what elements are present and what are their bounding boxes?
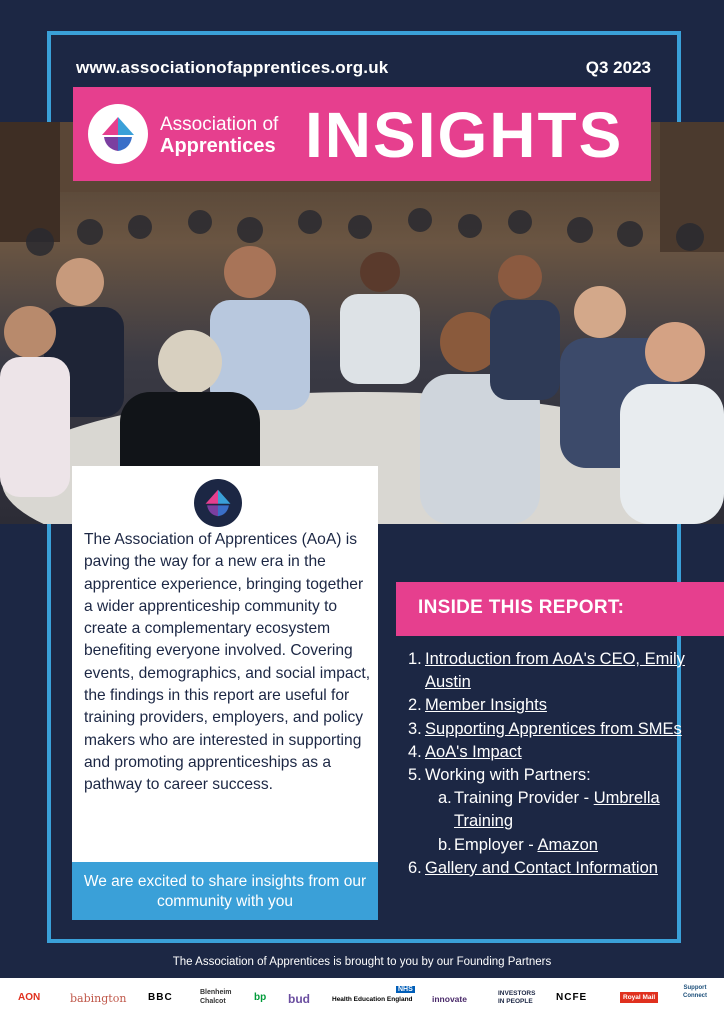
toc-item — [408, 694, 708, 717]
toc-subnumber: b. — [438, 835, 452, 854]
partner-logo-innovate: innovate — [432, 994, 467, 1004]
toc-link-amazon[interactable]: Amazon — [537, 835, 598, 854]
toc-sublabel: Training Provider - — [454, 789, 594, 808]
table-of-contents — [408, 648, 708, 880]
partner-logo-support-connect: Support Connect — [683, 985, 707, 999]
partner-logo-royal-mail: Royal Mail — [620, 992, 658, 1003]
partner-logo-hee: Health Education England — [332, 996, 413, 1003]
toc-link-member-insights[interactable]: Member Insights — [425, 696, 547, 715]
website-url[interactable]: www.associationofapprentices.org.uk — [76, 58, 389, 77]
aoa-logo-icon — [88, 104, 148, 164]
share-text: We are excited to share insights from our community with you — [83, 873, 367, 910]
toc-link-impact[interactable]: AoA's Impact — [425, 742, 522, 761]
toc-number: 5. — [408, 766, 422, 785]
toc-number: 4. — [408, 742, 422, 761]
org-name-line1: Association of — [160, 114, 279, 135]
share-callout — [72, 862, 378, 920]
title-banner — [73, 87, 651, 181]
toc-subitem — [408, 787, 708, 833]
toc-link-gallery[interactable]: Gallery and Contact Information — [425, 858, 658, 877]
intro-paragraph: The Association of Apprentices (AoA) is paving the way for a new era in the apprentice experience, bringing together a wider apprenticeship community to create a complementary ecosystem benefiting everyone involved. Covering events, demographics, and social impact, the findings in this report are useful for training providers, employers, and policy makers who are interested in supporting and promoting apprenticeships as a pathway to career success. — [84, 531, 371, 794]
report-heading: INSIDE THIS REPORT: — [418, 597, 625, 618]
toc-item — [408, 718, 708, 741]
partner-logo-bp: bp — [254, 992, 267, 1003]
partner-logo-blenheim-chalcot: Blenheim Chalcot — [200, 989, 232, 1005]
partner-logo-nhs: NHS — [398, 986, 413, 993]
toc-link-introduction[interactable]: Introduction from AoA's CEO, Emily Austin — [425, 650, 685, 692]
toc-link-umbrella-training[interactable]: Umbrella Training — [454, 789, 660, 831]
partners-caption: The Association of Apprentices is brought to you by our Founding Partners — [172, 956, 552, 968]
org-name-line2: Apprentices — [160, 135, 276, 157]
partner-logo-ncfe: NCFE — [556, 992, 588, 1003]
toc-number: 2. — [408, 696, 422, 715]
partner-logo-bbc: BBC — [148, 992, 173, 1003]
toc-subitem — [408, 834, 708, 857]
toc-number: 3. — [408, 719, 422, 738]
intro-panel — [72, 466, 378, 862]
partner-logo-investors-in-people: INVESTORS IN PEOPLE — [498, 990, 536, 1005]
page-title: INSIGHTS — [305, 99, 624, 171]
report-quarter: Q3 2023 — [585, 58, 651, 77]
partners-logo-bar — [0, 978, 724, 1024]
toc-item — [408, 648, 708, 694]
partner-logo-babington: babington — [70, 992, 127, 1005]
toc-item — [408, 764, 708, 787]
toc-label-partners: Working with Partners: — [425, 766, 591, 785]
aoa-logo-small-icon — [194, 479, 242, 527]
toc-number: 1. — [408, 650, 422, 668]
toc-number: 6. — [408, 858, 422, 877]
toc-link-smes[interactable]: Supporting Apprentices from SMEs — [425, 719, 682, 738]
partner-logo-aon: AON — [18, 992, 41, 1003]
toc-item — [408, 741, 708, 764]
report-heading-banner — [396, 582, 724, 636]
toc-item — [408, 857, 708, 880]
toc-sublabel: Employer - — [454, 835, 538, 854]
partner-logo-bud: bud — [288, 992, 310, 1006]
event-photo — [0, 122, 724, 524]
toc-subnumber: a. — [438, 789, 452, 808]
